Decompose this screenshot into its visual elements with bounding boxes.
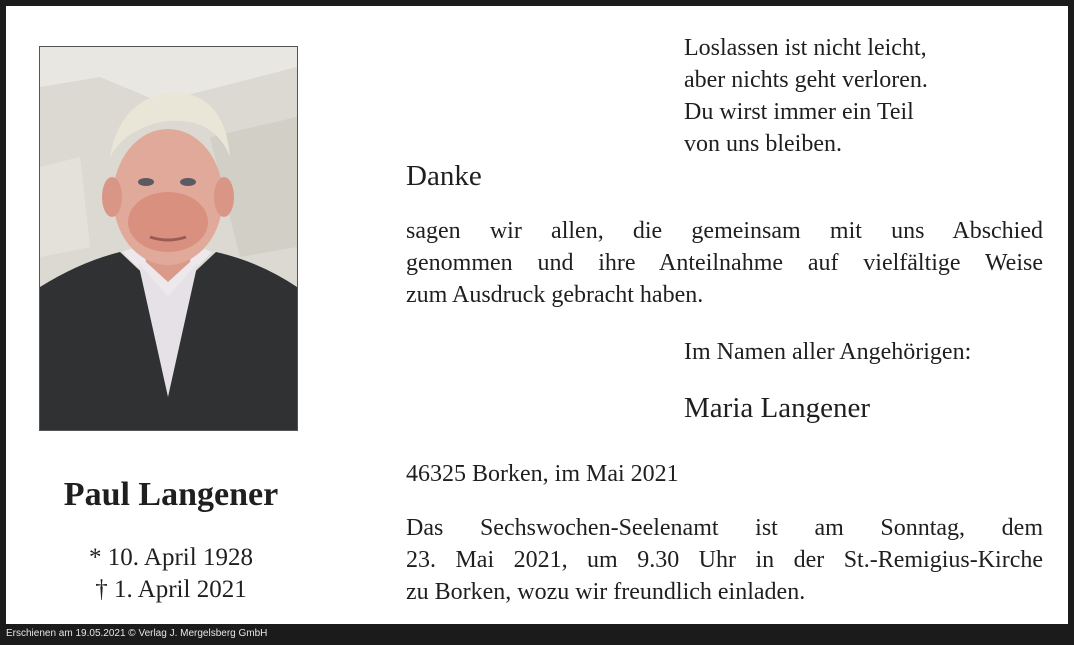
mass-line: zu Borken, wozu wir freundlich einladen.	[406, 579, 806, 605]
place-date: 46325 Borken, im Mai 2021	[406, 461, 679, 487]
obituary-card	[6, 6, 1068, 624]
birth-date: * 10. April 1928	[89, 544, 253, 571]
mass-announcement	[406, 512, 1043, 608]
thanks-line: sagen wir allen, die gemeinsam mit uns Abschied	[406, 218, 1043, 244]
thanks-line: genommen und ihre Anteilnahme auf vielfältige Weise	[406, 250, 1043, 276]
thanks-paragraph	[406, 215, 1043, 311]
poem	[684, 32, 928, 160]
poem-line: Du wirst immer ein Teil	[684, 99, 914, 125]
portrait-photo	[39, 46, 298, 431]
signoff: Im Namen aller Angehörigen:	[684, 339, 972, 365]
poem-line: aber nichts geht verloren.	[684, 67, 928, 93]
poem-line: Loslassen ist nicht leicht,	[684, 35, 927, 61]
deceased-name: Paul Langener	[63, 476, 279, 513]
life-dates	[6, 542, 336, 606]
thanks-heading: Danke	[406, 160, 482, 192]
poem-line: von uns bleiben.	[684, 131, 842, 157]
mass-line: Das Sechswochen-Seelenamt ist am Sonntag, dem	[406, 515, 1043, 541]
thanks-line: zum Ausdruck gebracht haben.	[406, 282, 704, 308]
death-date: † 1. April 2021	[95, 576, 247, 603]
mass-line: 23. Mai 2021, um 9.30 Uhr in der St.-Remigius-Kirche	[406, 547, 1043, 573]
signer-name: Maria Langener	[684, 392, 870, 424]
publication-credit: Erschienen am 19.05.2021 © Verlag J. Mergelsberg GmbH	[6, 628, 268, 639]
